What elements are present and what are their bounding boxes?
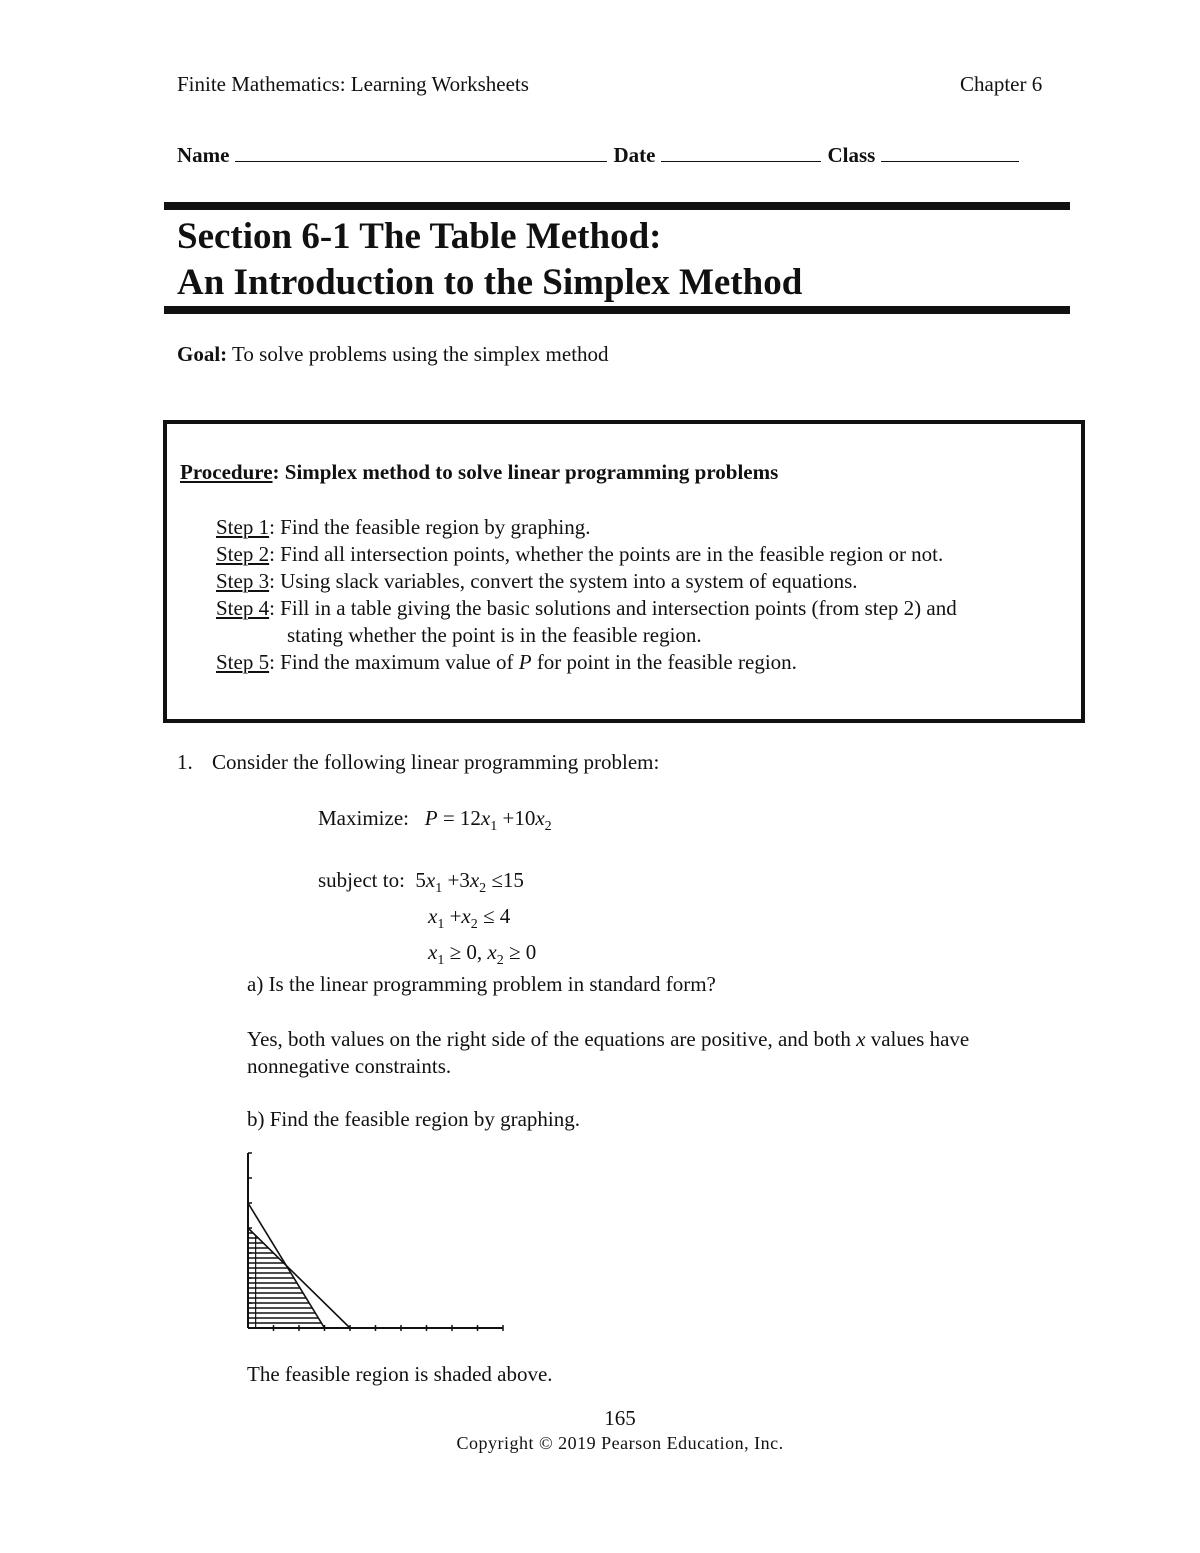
section-title-line1: Section 6-1 The Table Method: — [177, 216, 662, 257]
feasible-region-graph — [238, 1150, 518, 1340]
part-a-answer-line2: nonnegative constraints. — [247, 1054, 452, 1078]
step-2-text: : Find all intersection points, whether the points are in the feasible region or not. — [269, 542, 944, 566]
header-left: Finite Mathematics: Learning Worksheets — [177, 72, 529, 96]
procedure-heading — [180, 460, 778, 485]
class-label: Class — [827, 143, 876, 167]
step-2-label: Step 2 — [216, 542, 270, 566]
step-5-variable: P — [518, 650, 532, 674]
part-a-answer-1b: values have — [865, 1027, 970, 1051]
subject-to-label: subject to: — [318, 868, 405, 892]
maximize-label: Maximize: — [318, 806, 409, 830]
step-1-label: Step 1 — [216, 515, 270, 539]
goal-text: To solve problems using the simplex method — [232, 342, 609, 366]
name-label: Name — [177, 143, 230, 167]
constraint-1: subject to: $5x_1 +3x_2 \le 15$ — [318, 868, 524, 897]
part-a-answer-1a: Yes, both values on the right side of the equations are positive, and both — [247, 1027, 857, 1051]
step-3-text: : Using slack variables, convert the system into a system of equations. — [269, 569, 858, 593]
step-4-text: : Fill in a table giving the basic solutions and intersection points (from step 2) and — [269, 596, 957, 620]
class-field[interactable] — [881, 143, 1019, 162]
name-field[interactable] — [235, 143, 607, 162]
part-a-answer-variable: x — [856, 1027, 866, 1051]
step-1-text: : Find the feasible region by graphing. — [269, 515, 591, 539]
step-4 — [216, 596, 957, 621]
problem-intro: Consider the following linear programming problem: — [212, 750, 660, 774]
title-rule-top — [164, 202, 1070, 210]
step-5-text-a: : Find the maximum value of — [269, 650, 519, 674]
part-a-answer-line1 — [247, 1027, 969, 1052]
graph-caption: The feasible region is shaded above. — [247, 1362, 553, 1386]
step-5 — [216, 650, 797, 675]
constraint-lines — [248, 1203, 350, 1328]
part-a-question: a) Is the linear programming problem in standard form? — [247, 972, 716, 996]
problem-number: 1. — [177, 750, 193, 774]
step-5-text-b: for point in the feasible region. — [531, 650, 797, 674]
header-right: Chapter 6 — [960, 72, 1043, 96]
step-4-label: Step 4 — [216, 596, 270, 620]
goal-label: Goal: — [177, 342, 228, 366]
date-label: Date — [613, 143, 656, 167]
title-rule-bottom — [164, 306, 1070, 314]
step-1 — [216, 515, 590, 540]
name-date-class-row — [177, 143, 1052, 168]
step-4-continued: stating whether the point is in the feasible region. — [287, 623, 702, 647]
objective-function: Maximize: $P = 12x_1 +10x_2$ — [318, 806, 552, 835]
step-3-label: Step 3 — [216, 569, 270, 593]
section-title-line2: An Introduction to the Simplex Method — [177, 262, 803, 303]
step-3 — [216, 569, 858, 594]
page-number: 165 — [604, 1406, 636, 1430]
part-b-question: b) Find the feasible region by graphing. — [247, 1107, 581, 1131]
constraint-2: $x_1 +x_2 \le 4$ — [428, 904, 511, 933]
graph-axes — [248, 1153, 503, 1328]
copyright: Copyright © 2019 Pearson Education, Inc. — [456, 1433, 784, 1453]
procedure-title: : Simplex method to solve linear programming problems — [272, 460, 779, 484]
step-2 — [216, 542, 943, 567]
procedure-label: Procedure — [180, 460, 273, 484]
goal — [177, 342, 609, 367]
graph-ticks — [248, 1153, 503, 1331]
step-5-label: Step 5 — [216, 650, 270, 674]
date-field[interactable] — [661, 143, 821, 162]
constraint-nonnegativity: $x_1 \ge 0$, $x_2 \ge 0$ — [428, 940, 537, 969]
